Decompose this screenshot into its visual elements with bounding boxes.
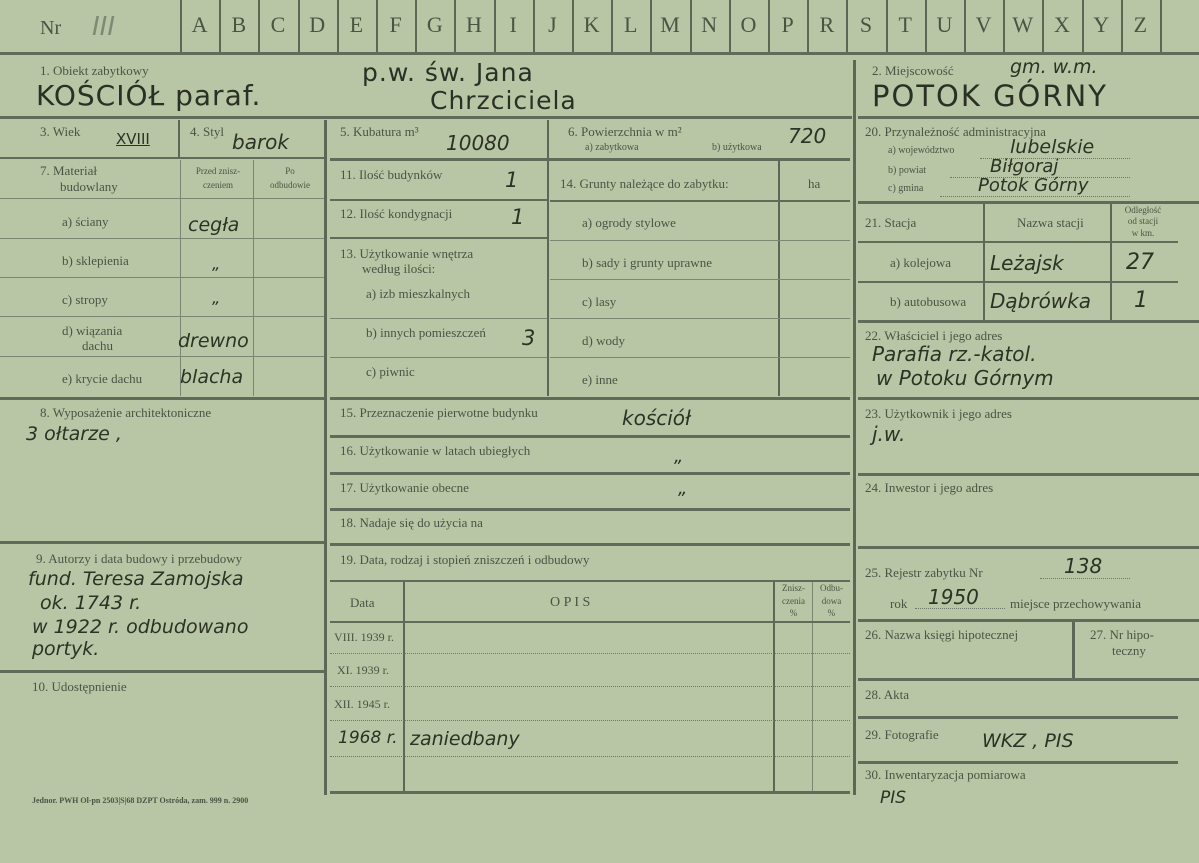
inwestor-bottom-line <box>858 546 1199 549</box>
zniszczenia-row-2-line <box>330 686 850 687</box>
autorzy-line4: portyk. <box>32 638 100 660</box>
uzytkowanie-wnetrza-a: a) izb mieszkalnych <box>366 286 470 301</box>
stacja-col-dist-2: od stacji <box>1127 216 1159 226</box>
nr-hipo-label-1: 27. Nr hipo- <box>1090 627 1154 642</box>
nr-label: Nr <box>40 17 62 39</box>
index-letter-a: A <box>191 12 208 37</box>
divider-v-right <box>853 60 856 795</box>
stacja-row-line <box>858 281 1178 283</box>
ksiega-divider <box>1072 622 1075 678</box>
material-row-b-label: b) sklepienia <box>62 253 129 268</box>
fotografie-bottom-line <box>858 761 1178 764</box>
index-letter-g: G <box>426 12 443 37</box>
uzytkowanie-lata-label: 16. Użytkowanie w latach ubiegłych <box>340 443 531 458</box>
header-bottom-line <box>0 52 1199 55</box>
zniszczenia-row-1-date: VIII. 1939 r. <box>334 630 394 644</box>
index-letter-l: L <box>624 12 638 37</box>
material-row-d-value: drewno <box>178 330 249 352</box>
index-letter-s: S <box>859 12 873 37</box>
styl-value: barok <box>232 130 289 154</box>
index-letter-n: N <box>701 12 718 37</box>
kondygnacje-label: 12. Ilość kondygnacji <box>340 206 453 221</box>
miejscowosc-note: gm. w.m. <box>1010 56 1098 78</box>
zniszczenia-row-4-line <box>330 756 850 757</box>
material-row-d-label-1: d) wiązania <box>62 323 123 338</box>
material-col-after-2: odbudowie <box>270 180 310 190</box>
zniszczenia-col-opis-label: O P I S <box>550 595 591 610</box>
material-col-after-1: Po <box>285 166 295 176</box>
wyposazenie-value: 3 ołtarze , <box>26 423 122 445</box>
powierzchnia-sub-b: b) użytkowa <box>712 142 762 153</box>
material-label-2: budowlany <box>60 179 118 194</box>
stacja-row-a-name: Leżajsk <box>990 251 1064 275</box>
material-div-1 <box>180 160 181 396</box>
przynaleznosc-b-value: Biłgoraj <box>990 156 1059 177</box>
index-letter-divider <box>1160 0 1162 52</box>
grunty-line-b <box>550 279 850 280</box>
rejestr-rok-value: 1950 <box>928 585 979 609</box>
zniszczenia-row-4-desc: zaniedbany <box>410 728 520 750</box>
powierzchnia-value: 720 <box>788 124 827 148</box>
powierzchnia-sub-a: a) zabytkowa <box>585 142 639 153</box>
wiek-value: XVIII <box>116 130 150 148</box>
zniszczenia-row-3-date: XII. 1945 r. <box>334 697 390 711</box>
zniszczenia-bottom-line <box>330 791 850 794</box>
wyposazenie-bottom-line <box>0 541 324 544</box>
uzytkowanie-obecne-line <box>330 508 850 511</box>
index-letter-b: B <box>231 12 247 37</box>
autorzy-line1: fund. Teresa Zamojska <box>28 568 244 590</box>
grunty-unit: ha <box>808 176 821 191</box>
grunty-row-d: d) wody <box>582 333 625 348</box>
index-letter-w: W <box>1012 12 1034 37</box>
inwentaryzacja-value: PIS <box>880 788 907 808</box>
wlasciciel-line2: w Potoku Górnym <box>876 366 1054 390</box>
zniszczenia-row-3-line <box>330 720 850 721</box>
zniszczenia-row-4-date: 1968 r. <box>338 728 398 748</box>
autorzy-line2: ok. 1743 r. <box>40 592 142 614</box>
grunty-row-a: a) ogrody stylowe <box>582 215 676 230</box>
grunty-ha-divider <box>778 160 780 396</box>
index-letter-t: T <box>898 12 912 37</box>
material-row-e-label: e) krycie dachu <box>62 371 143 386</box>
udostepnienie-label: 10. Udostępnienie <box>32 679 127 694</box>
zniszczenia-col-odbud-3: % <box>827 608 836 618</box>
stacja-head-line <box>858 241 1178 243</box>
uzytkowanie-wnetrza-line-a <box>330 318 547 319</box>
kubatura-powierzchnia-divider <box>547 120 549 396</box>
index-letter-y: Y <box>1093 12 1110 37</box>
index-letter-k: K <box>583 12 600 37</box>
grunty-row-c: c) lasy <box>582 294 617 309</box>
index-letter-h: H <box>466 12 482 37</box>
fotografie-value: WKZ , PIS <box>982 730 1074 752</box>
row1-line-left <box>0 116 852 119</box>
przynaleznosc-b-label: b) powiat <box>888 165 927 176</box>
obiekt-value-line2: Chrzciciela <box>430 86 577 115</box>
index-letter-x: X <box>1054 12 1070 37</box>
miejscowosc-value: POTOK GÓRNY <box>872 79 1108 113</box>
wlasciciel-line1: Parafia rz.-katol. <box>872 342 1037 366</box>
stacja-row-a-label: a) kolejowa <box>890 255 952 270</box>
index-letter-m: M <box>660 12 680 37</box>
zniszczenia-row-1-line <box>330 653 850 654</box>
wiek-line <box>0 157 324 159</box>
przynaleznosc-c-label: c) gmina <box>888 183 924 194</box>
stacja-row-a-km: 27 <box>1126 250 1154 275</box>
powierzchnia-label: 6. Powierzchnia w m² <box>568 124 682 139</box>
przeznaczenie-value: kościół <box>622 406 691 430</box>
material-line-b <box>0 277 324 278</box>
uzytkowanie-lata-value: „ <box>674 446 684 467</box>
index-letter-i: I <box>509 12 517 37</box>
stacja-bottom-line <box>858 320 1199 323</box>
kubatura-value: 10080 <box>446 131 510 155</box>
uzytkowanie-wnetrza-b-value: 3 <box>522 326 536 350</box>
rejestr-label: 25. Rejestr zabytku Nr <box>865 565 983 580</box>
zniszczenia-col-data <box>403 582 405 792</box>
stacja-label: 21. Stacja <box>865 215 917 230</box>
material-label-1: 7. Materiał <box>40 163 98 178</box>
nr-hipo-label-2: teczny <box>1112 643 1146 658</box>
przynaleznosc-c-dots <box>940 196 1130 197</box>
material-col-before-1: Przed znisz- <box>195 166 241 176</box>
material-row-a-label: a) ściany <box>62 214 109 229</box>
zniszczenia-head-top <box>330 580 850 582</box>
index-letter-p: P <box>781 12 794 37</box>
uzytkownik-value: j.w. <box>872 422 906 446</box>
material-row-c-value: „ <box>212 288 221 307</box>
material-line-a <box>0 238 324 239</box>
grunty-row-e: e) inne <box>582 372 618 387</box>
row1-line-right <box>858 116 1199 119</box>
ksiega-bottom-line <box>858 678 1199 681</box>
kubatura-label: 5. Kubatura m³ <box>340 124 419 139</box>
wyposazenie-label: 8. Wyposażenie architektoniczne <box>40 405 212 420</box>
zniszczenia-col-odbud-2: dowa <box>821 596 842 606</box>
index-letter-v: V <box>975 12 992 37</box>
grunty-head-line <box>550 200 850 202</box>
uzytkowanie-wnetrza-b: b) innych pomieszczeń <box>366 325 486 340</box>
zniszczenia-label: 19. Data, rodzaj i stopień zniszczeń i odbudowy <box>340 552 590 567</box>
uzytkownik-bottom-line <box>858 473 1199 476</box>
index-letter-d: D <box>309 12 326 37</box>
zniszczenia-col-znisz-3: % <box>789 608 798 618</box>
material-line-d <box>0 356 324 357</box>
uzytkownik-label: 23. Użytkownik i jego adres <box>865 406 1012 421</box>
rejestr-rok-label: rok <box>890 596 908 611</box>
przeznaczenie-label: 15. Przeznaczenie pierwotne budynku <box>340 405 538 420</box>
footer-imprint: Jednor. PWH Ol-pn 2503|S|68 DZPT Ostróda, zam. 999 n. 2900 <box>32 796 249 805</box>
zniszczenia-row-2-date: XI. 1939 r. <box>337 663 389 677</box>
rejestr-nr-value: 138 <box>1064 554 1103 578</box>
obiekt-value-line1: p.w. św. Jana <box>362 58 534 87</box>
uzytkowanie-wnetrza-line-b <box>330 357 547 358</box>
ksiega-label: 26. Nazwa księgi hipotecznej <box>865 627 1019 642</box>
grunty-line-c <box>550 318 850 319</box>
stacja-col-name: Nazwa stacji <box>1017 215 1084 230</box>
zniszczenia-col-znisz-2: czenia <box>782 596 805 606</box>
index-letter-e: E <box>349 12 364 37</box>
wlasciciel-bottom-line <box>858 397 1199 400</box>
nadaje-sie-label: 18. Nadaje się do użycia na <box>340 515 483 530</box>
material-col-before-2: czeniem <box>203 180 233 190</box>
obiekt-value-main: KOŚCIÓŁ paraf. <box>36 79 262 112</box>
przynaleznosc-bottom-line <box>858 201 1199 204</box>
rejestr-miejsce-label: miejsce przechowywania <box>1010 596 1142 611</box>
divider-v-left <box>324 120 327 795</box>
obiekt-label: 1. Obiekt zabytkowy <box>40 63 149 78</box>
stacja-col-dist-1: Odległość <box>1124 205 1162 215</box>
nr-value: III <box>92 12 116 42</box>
zniszczenia-head-bottom <box>330 621 850 623</box>
przynaleznosc-a-value: lubelskie <box>1010 136 1095 158</box>
przeznaczenie-line <box>330 435 850 438</box>
index-letter-o: O <box>740 12 757 37</box>
stacja-row-b-name: Dąbrówka <box>990 289 1092 313</box>
wiek-styl-divider <box>178 120 180 157</box>
kondygnacje-value: 1 <box>511 205 525 229</box>
uzytkowanie-wnetrza-label-1: 13. Użytkowanie wnętrza <box>340 246 474 261</box>
grunty-line-d <box>550 357 850 358</box>
wlasciciel-label: 22. Właściciel i jego adres <box>865 328 1003 343</box>
material-head-line <box>0 198 324 199</box>
index-letter-f: F <box>389 12 402 37</box>
rejestr-bottom-line <box>858 619 1199 622</box>
budynki-value: 1 <box>505 168 519 192</box>
uzytkowanie-lata-line <box>330 472 850 475</box>
material-bottom-line <box>0 397 324 400</box>
uzytkowanie-obecne-value: „ <box>678 478 688 499</box>
uzytkowanie-wnetrza-c: c) piwnic <box>366 364 415 379</box>
przynaleznosc-c-value: Potok Górny <box>978 175 1089 196</box>
grunty-line-a <box>550 240 850 241</box>
material-row-c-label: c) stropy <box>62 292 108 307</box>
zniszczenia-col-data-label: Data <box>350 595 375 610</box>
kondygnacje-line <box>330 237 547 239</box>
index-letter-z: Z <box>1133 12 1148 37</box>
zniszczenia-col-znisz-1: Znisz- <box>782 583 805 593</box>
material-row-d-label-2: dachu <box>82 338 114 353</box>
index-letter-c: C <box>270 12 286 37</box>
uzytkowanie-wnetrza-label-2: według ilości: <box>362 261 436 276</box>
material-div-2 <box>253 160 254 396</box>
inwentaryzacja-label: 30. Inwentaryzacja pomiarowa <box>865 767 1026 782</box>
index-letter-r: R <box>819 12 835 37</box>
kubatura-line <box>330 158 850 161</box>
stacja-row-b-label: b) autobusowa <box>890 294 967 309</box>
middle-block-bottom-line <box>330 397 850 400</box>
material-row-e-value: blacha <box>180 366 244 388</box>
przynaleznosc-a-label: a) województwo <box>888 145 955 156</box>
autorzy-bottom-line <box>0 670 324 673</box>
uzytkowanie-obecne-label: 17. Użytkowanie obecne <box>340 480 469 495</box>
index-letter-u: U <box>936 12 953 37</box>
grunty-label: 14. Grunty należące do zabytku: <box>560 176 729 191</box>
akta-label: 28. Akta <box>865 687 910 702</box>
budynki-line <box>330 199 547 201</box>
stacja-row-b-km: 1 <box>1134 288 1148 313</box>
autorzy-label: 9. Autorzy i data budowy i przebudowy <box>36 551 243 566</box>
akta-bottom-line <box>858 716 1178 719</box>
przynaleznosc-label: 20. Przynależność administracyjna <box>865 124 1046 139</box>
material-line-c <box>0 316 324 317</box>
fotografie-label: 29. Fotografie <box>865 727 939 742</box>
autorzy-line3: w 1922 r. odbudowano <box>32 616 249 638</box>
wiek-label: 3. Wiek <box>40 124 81 139</box>
inwestor-label: 24. Inwestor i jego adres <box>865 480 994 495</box>
budynki-label: 11. Ilość budynków <box>340 167 443 182</box>
material-row-b-value: „ <box>212 254 221 273</box>
rejestr-nr-dots <box>1040 578 1130 579</box>
nadaje-sie-line <box>330 543 850 546</box>
grunty-row-b: b) sady i grunty uprawne <box>582 255 712 270</box>
miejscowosc-label: 2. Miejscowość <box>872 63 954 78</box>
zniszczenia-col-odbud-1: Odbu- <box>820 583 843 593</box>
material-row-a-value: cegła <box>188 214 240 236</box>
styl-label: 4. Styl <box>190 124 224 139</box>
stacja-col-dist-3: w km. <box>1131 228 1155 238</box>
index-letter-j: J <box>548 12 557 37</box>
stacja-div-2 <box>1110 204 1112 320</box>
stacja-div-1 <box>983 204 985 320</box>
